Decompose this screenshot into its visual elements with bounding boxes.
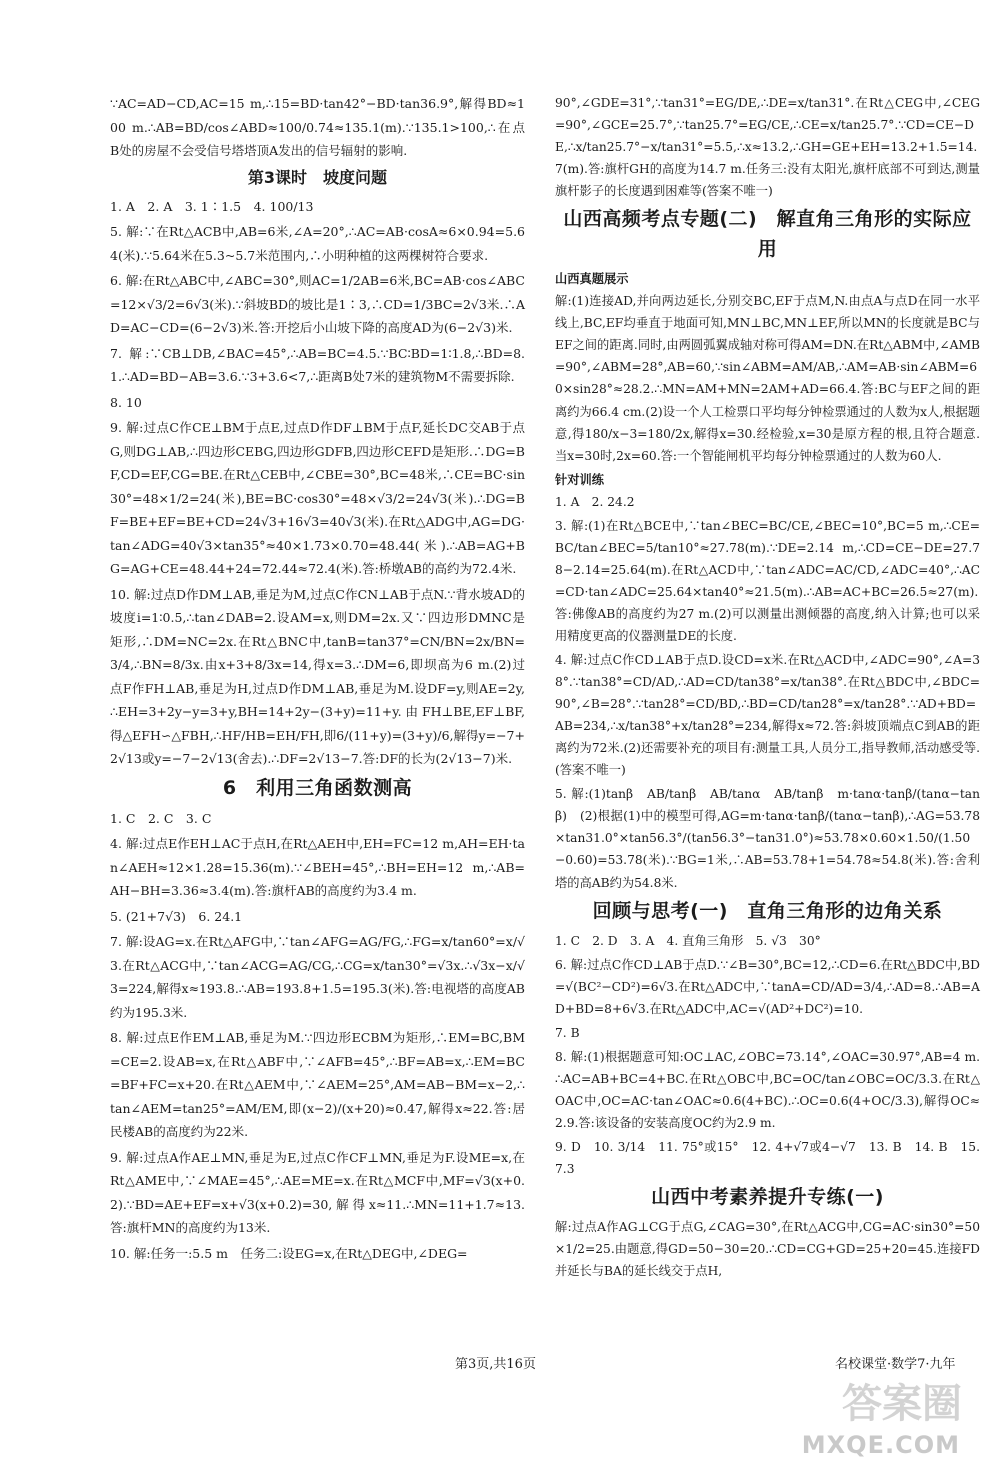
answer-paragraph: 6. 解:在Rt△ABC中,∠ABC=30°,则AC=1/2AB=6米,BC=AB·cos∠ABC=12×√3/2=6√3(米).∵斜坡BD的坡比是1∶3,∴CD=1/3BC=2√3米.∴AD=AC−CD=(6−2√3)米.答:开挖后小山坡下降的高度AD为(6−2√3)米. — [110, 273, 525, 335]
answer-paragraph: 90°,∠GDE=31°,∵tan31°=EG/DE,∴DE=x/tan31°.在Rt△CEG中,∠CEG=90°,∠GCE=25.7°,∵tan25.7°=EG/CE,∴CE=x/tan25.7°.∵CD=CE−DE,∴x/tan25.7°−x/tan31°=5.5,∴x≈13.2,∴GH=GE+EH=13.2+1.5=14.7(m).答:旗杆GH的高度为14.7 m.任务三:没有太阳光,旗杆底部不可到达,测量旗杆影子的长度遇到困难等(答案不唯一) — [555, 96, 980, 199]
answer-paragraph: 5. (21+7√3) 6. 24.1 — [110, 908, 243, 924]
watermark-site: MXQE.COM — [801, 1431, 960, 1459]
section-title: 第3课时 坡度问题 — [247, 167, 388, 187]
sub-section-label: 山西真题展示 — [555, 272, 629, 287]
answer-paragraph: 1. A 2. A 3. 1∶1.5 4. 100/13 — [110, 198, 314, 214]
answer-paragraph: 10. 解:任务一:5.5 m 任务二:设EG=x,在Rt△DEG中,∠DEG= — [110, 1245, 468, 1261]
answer-paragraph: 1. A 2. 24.2 — [555, 494, 635, 509]
answer-paragraph: 5. 解:(1)tanβ AB/tanβ AB/tanα AB/tanβ m·tanα·tanβ/(tanα−tanβ) (2)根据(1)中的模型可得,AG=m·tanα·tanβ/(tanα−tanβ),∴AG=53.78×tan31.0°×tan56.3°/(tan56.3°−tan31.0°)≈53.78×0.60×1.50/(1.50−0.60)=53.78(米).∵BG=1米,∴AB=53.78+1=54.78≈54.8(米).答:舍利塔的高AB约为54.8米. — [555, 787, 980, 890]
answer-paragraph: 6. 解:过点C作CD⊥AB于点D.∵∠B=30°,BC=12,∴CD=6.在Rt△BDC中,BD=√(BC²−CD²)=6√3.在Rt△ADC中,∵tanA=CD/AD=3/4,∴AD=8.∴AB=AD+BD=8+6√3.在Rt△ADC中,AC=√(AD²+DC²)=10. — [555, 957, 980, 1016]
answer-paragraph: ∵AC=AD−CD,AC=15 m,∴15=BD·tan42°−BD·tan36.9°,解得BD≈100 m.∴AB=BD/cos∠ABD≈100/0.74≈135.1(m).∵135.1>100,∴在点B处的房屋不会受信号塔塔顶A发出的信号辐射的影响. — [110, 96, 525, 158]
section-title: 山西高频考点专题(二) 解直角三角形的实际应用 — [563, 208, 972, 261]
answer-paragraph: 8. 解:过点E作EM⊥AB,垂足为M.∵四边形ECBM为矩形,∴EM=BC,BM=CE=2.设AB=x,在Rt△ABF中,∵∠AFB=45°,∴BF=AB=x,∴EM=BC=BF+FC=x+20.在Rt△AEM中,∵∠AEM=25°,AM=AB−BM=x−2,∴tan∠AEM=tan25°=AM/EM,即(x−2)/(x+20)≈0.47,解得x≈22.答:居民楼AB的高度约为22米. — [110, 1030, 525, 1139]
answer-paragraph: 8. 解:(1)根据题意可知:OC⊥AC,∠OBC=73.14°,∠OAC=30.97°,AB=4 m.∴AC=AB+BC=4+BC.在Rt△OBC中,BC=OC/tan∠OBC=OC/3.3.在Rt△OAC中,OC=AC·tan∠OAC≈0.6(4+BC).∴OC=0.6(4+OC/3.3),解得OC≈2.9.答:该设备的安装高度OC约为2.9 m. — [555, 1049, 980, 1130]
answer-paragraph: 1. C 2. D 3. A 4. 直角三角形 5. √3 30° — [555, 933, 821, 948]
answer-paragraph: 4. 解:过点C作CD⊥AB于点D.设CD=x米.在Rt△ACD中,∠ADC=90°,∠A=38°.∵tan38°=CD/AD,∴AD=CD/tan38°=x/tan38°.在Rt△BDC中,∠BDC=90°,∠B=28°.∵tan28°=CD/BD,∴BD=CD/tan28°=x/tan28°.∵AD+BD=AB=234,∴x/tan38°+x/tan28°=234,解得x≈72.答:斜坡顶端点C到AB的距离约为72米.(2)还需要补充的项目有:测量工具,人员分工,指导教师,活动感受等.(答案不唯一) — [555, 653, 980, 778]
answer-paragraph: 解:过点A作AG⊥CG于点G,∠CAG=30°,在Rt△ACG中,CG=AC·sin30°=50×1/2=25.由题意,得GD=50−30=20.∴CD=CG+GD=25+20=45.连接FD并延长与BA的延长线交于点H, — [555, 1220, 980, 1279]
answer-paragraph: 9. 解:过点C作CE⊥BM于点E,过点D作DF⊥BM于点F,延长DC交AB于点G,则DG⊥AB,∴四边形CEBG,四边形GDFB,四边形CEFD是矩形.∴DG=BF,CD=EF,CG=BE.在Rt△CEB中,∠CBE=30°,BC=48米,∴CE=BC·sin30°=48×1/2=24(米),BE=BC·cos30°=48×√3/2=24√3(米).∴DG=BF=BE+EF=BE+CD=24√3+16√3=40√3(米).在Rt△ADG中,AG=DG·tan∠ADG=40√3×tan35°≈40×1.73×0.70=48.44(米).∴AB=AG+BG=AG+CE=48.44+24=72.44≈72.4(米).答:桥墩AB的高约为72.4米. — [110, 420, 525, 576]
answer-paragraph: 10. 解:过点D作DM⊥AB,垂足为M,过点C作CN⊥AB于点N.∵背水坡AD的坡度i=1∶0.5,∴tan∠DAB=2.设AM=x,则DM=2x.又∵四边形DMNC是矩形,∴DM=NC=2x.在Rt△BNC中,tanB=tan37°=CN/BN=2x/BN=3/4,∴BN=8/3x.由x+3+8/3x=14,得x=3.∴DM=6,即坝高为6 m.(2)过点F作FH⊥AB,垂足为H,过点D作DM⊥AB,垂足为M.设DF=y,则AE=2y,∴EH=3+2y−y=3+y,BH=14+2y−(3+y)=11+y.由FH⊥BE,EF⊥BF,得△EFH∽△FBH,∴HF/HB=EH/FH,即6/(11+y)=(3+y)/6,解得y=−7+2√13或y=−7−2√13(舍去).∴DF=2√13−7.答:DF的长为(2√13−7)米. — [110, 586, 525, 766]
left-column — [110, 92, 525, 1267]
book-title: 名校课堂·数学7·九年 — [835, 1357, 956, 1372]
answer-paragraph: 9. 解:过点A作AE⊥MN,垂足为E,过点C作CF⊥MN,垂足为F.设ME=x,在Rt△AME中,∵∠MAE=45°,∴AE=ME=x.在Rt△MCF中,MF=√3(x+0.2).∵BD=AE+EF=x+√3(x+0.2)=30,解得x≈11.∴MN=11+1.7≈13.答:旗杆MN的高度约为13米. — [110, 1149, 525, 1235]
answer-paragraph: 5. 解:∵在Rt△ACB中,AB=6米,∠A=20°,∴AC=AB·cosA≈6×0.94=5.64(米).∵5.64米在5.3~5.7米范围内,∴小明种植的这两棵树符合要求. — [110, 224, 525, 263]
answer-paragraph: 7. 解:∵CB⊥DB,∠BAC=45°,∴AB=BC=4.5.∵BC∶BD=1∶1.8,∴BD=8.1.∴AD=BD−AB=3.6.∵3+3.6<7,∴距离B处7米的建筑物M不需要拆除. — [110, 345, 525, 384]
section-title: 回顾与思考(一) 直角三角形的边角关系 — [592, 899, 943, 922]
answer-paragraph: 3. 解:(1)在Rt△BCE中,∵tan∠BEC=BC/CE,∠BEC=10°,BC=5 m,∴CE=BC/tan∠BEC=5/tan10°≈27.78(m).∵DE=2.14 m,∴CD=CE−DE=27.78−2.14=25.64(m).在Rt△ACD中,∵tan∠ADC=AC/CD,∠ADC=40°,∴AC=CD·tan∠ADC=25.64×tan40°≈21.5(m).∴AB=AC+BC=26.5≈27(m).答:佛像AB的高度约为27 m.(2)可以测量出测倾器的高度,纳入计算;也可以采用精度更高的仪器测量DE的长度. — [555, 518, 980, 643]
answer-paragraph: 8. 10 — [110, 394, 142, 410]
page-number: 第3页,共16页 — [455, 1357, 536, 1372]
right-column — [555, 92, 980, 1284]
answer-paragraph: 9. D 10. 3/14 11. 75°或15° 12. 4+√7或4−√7 13. B 14. B 15. 7.3 — [555, 1139, 980, 1177]
answer-paragraph: 7. B — [555, 1025, 580, 1040]
section-title: 6 利用三角函数测高 — [222, 776, 413, 799]
answer-paragraph: 1. C 2. C 3. C — [110, 810, 212, 826]
answer-paragraph: 解:(1)连接AD,并向两边延长,分别交BC,EF于点M,N.由点A与点D在同一水平线上,BC,EF均垂直于地面可知,MN⊥BC,MN⊥EF,所以MN的长度就是BC与EF之间的距离.同时,由两圆弧翼成轴对称可得AM=DN.在Rt△ABM中,∠AMB=90°,∠ABM=28°,AB=60,∵sin∠ABM=AM/AB,∴AM=AB·sin∠ABM=60×sin28°≈28.2.∴MN=AM+MN=2AM+AD=66.4.答:BC与EF之间的距离约为66.4 cm.(2)设一个人工检票口平均每分钟检票通过的人数为x人,根据题意,得180/x−3=180/2x,解得x=30.经检验,x=30是原方程的根,且符合题意.当x=30时,2x=60.答:一个智能闸机平均每分钟检票通过的人数为60人. — [555, 294, 980, 463]
watermark-logo: 答案圈 — [842, 1381, 962, 1427]
section-title: 山西中考素养提升专练(一) — [651, 1186, 884, 1209]
answer-paragraph: 4. 解:过点E作EH⊥AC于点H,在Rt△AEH中,EH=FC=12 m,AH=EH·tan∠AEH≈12×1.28=15.36(m).∵∠BEH=45°,∴BH=EH=12 m,∴AB=AH−BH=3.36≈3.4(m).答:旗杆AB的高度约为3.4 m. — [110, 836, 525, 898]
sub-section-label: 针对训练 — [555, 472, 604, 487]
answer-paragraph: 7. 解:设AG=x.在Rt△AFG中,∵tan∠AFG=AG/FG,∴FG=x/tan60°=x/√3.在Rt△ACG中,∵tan∠ACG=AG/CG,∴CG=x/tan30°=√3x.∴√3x−x/√3=224,解得x≈193.8.∴AB=193.8+1.5=195.3(米).答:电视塔的高度AB约为195.3米. — [110, 934, 525, 1020]
